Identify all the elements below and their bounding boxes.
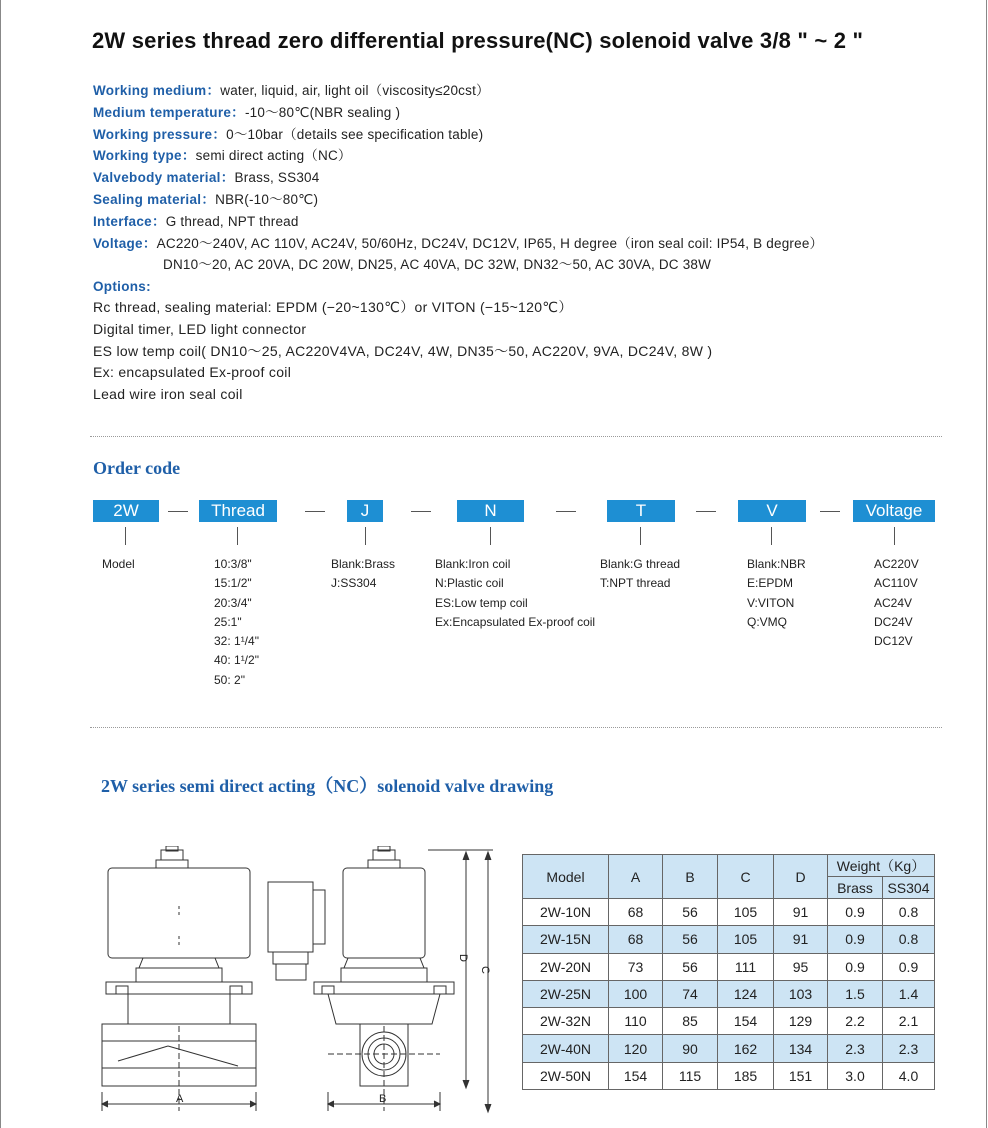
dimension-d-label: D xyxy=(457,954,469,962)
code-option: Blank:Iron coil xyxy=(435,557,511,571)
cell-ss304: 0.9 xyxy=(883,953,935,980)
cell-model: 2W-40N xyxy=(523,1035,609,1062)
table-row xyxy=(523,1035,935,1062)
code-connector xyxy=(640,527,641,545)
table-row xyxy=(523,1008,935,1035)
cell-d: 103 xyxy=(774,980,828,1007)
cell-b: 56 xyxy=(663,953,718,980)
cell-a: 110 xyxy=(609,1008,663,1035)
code-option: N:Plastic coil xyxy=(435,576,504,591)
code-connector xyxy=(894,527,895,545)
header-c: C xyxy=(718,855,774,899)
cell-a: 100 xyxy=(609,980,663,1007)
cell-model: 2W-10N xyxy=(523,899,609,926)
spec-value: Brass, SS304 xyxy=(234,170,320,186)
cell-d: 91 xyxy=(774,899,828,926)
code-option: V:VITON xyxy=(747,595,795,610)
cell-c: 124 xyxy=(718,980,774,1007)
divider xyxy=(90,436,942,437)
spec-working-pressure xyxy=(93,124,823,146)
dimension-b-label: B xyxy=(379,1093,387,1105)
spec-list xyxy=(93,80,823,276)
spec-voltage-continued: DN10～20, AC 20VA, DC 20W, DN25, AC 40VA, DC 32W, DN32～50, AC 30VA, DC 38W xyxy=(163,257,712,273)
code-option: Blank:NBR xyxy=(747,557,806,571)
cell-ss304: 0.8 xyxy=(883,926,935,953)
cell-brass: 3.0 xyxy=(828,1062,883,1089)
code-option: AC110V xyxy=(874,576,918,591)
cell-b: 85 xyxy=(663,1008,718,1035)
cell-ss304: 2.3 xyxy=(883,1035,935,1062)
options-heading-wrap xyxy=(93,276,151,298)
drawing-title: 2W series semi direct acting（NC）solenoid valve drawing xyxy=(101,776,554,796)
dimension-c-label: C xyxy=(479,966,491,974)
code-connector xyxy=(237,527,238,545)
header-weight: Weight（Kg） xyxy=(828,855,935,877)
table-row xyxy=(523,899,935,926)
code-box-coil: N xyxy=(457,500,524,522)
spec-value: -10～80℃(NBR sealing ) xyxy=(244,104,401,120)
options-label: Options: xyxy=(93,279,151,294)
option-item: Rc thread, sealing material: EPDM (−20~130℃）or VITON (−15~120℃） xyxy=(93,299,573,315)
spec-label: Medium temperature： xyxy=(93,104,245,120)
cell-ss304: 0.8 xyxy=(883,899,935,926)
code-option: Blank:Brass xyxy=(331,557,396,571)
code-box-thread: Thread xyxy=(199,500,277,522)
code-option: 25:1" xyxy=(214,614,242,629)
spec-label: Sealing material： xyxy=(93,191,216,207)
spec-label: Working type： xyxy=(93,148,196,164)
code-options-thread xyxy=(214,555,259,690)
code-dash xyxy=(696,511,716,512)
code-connector xyxy=(365,527,366,545)
spec-valvebody-material xyxy=(93,167,823,189)
header-brass: Brass xyxy=(828,877,883,899)
spec-interface xyxy=(93,211,823,233)
header-b: B xyxy=(663,855,718,899)
code-connector xyxy=(490,527,491,545)
table-row xyxy=(523,980,935,1007)
cell-model: 2W-32N xyxy=(523,1008,609,1035)
cell-b: 56 xyxy=(663,926,718,953)
code-options-model xyxy=(102,555,135,574)
cell-d: 91 xyxy=(774,926,828,953)
code-box-thread-type: T xyxy=(607,500,675,522)
cell-ss304: 4.0 xyxy=(883,1062,935,1089)
code-option: Q:VMQ xyxy=(747,614,788,629)
spec-value: water, liquid, air, light oil（viscosity≤20cst） xyxy=(220,83,490,98)
code-dash xyxy=(820,511,840,512)
cell-d: 95 xyxy=(774,953,828,980)
cell-a: 154 xyxy=(609,1062,663,1089)
cell-c: 162 xyxy=(718,1035,774,1062)
code-dash xyxy=(556,511,576,512)
code-connector xyxy=(771,527,772,545)
code-option: 40: 1¹/2" xyxy=(214,653,259,668)
cell-c: 105 xyxy=(718,926,774,953)
valve-side-view xyxy=(268,846,493,1112)
cell-brass: 0.9 xyxy=(828,899,883,926)
code-options-coil xyxy=(435,555,595,632)
code-option: AC24V xyxy=(874,595,913,610)
valve-drawing xyxy=(98,846,508,1116)
code-options-seal xyxy=(747,555,806,632)
cell-c: 105 xyxy=(718,899,774,926)
code-option: T:NPT thread xyxy=(600,576,671,591)
divider xyxy=(90,727,942,728)
valve-front-view xyxy=(102,846,256,1111)
cell-b: 74 xyxy=(663,980,718,1007)
dimension-table xyxy=(522,854,935,1090)
cell-brass: 1.5 xyxy=(828,980,883,1007)
spec-value: AC220～240V, AC 110V, AC24V, 50/60Hz, DC24V, DC12V, IP65, H degree（iron seal coil: IP54, B degree） xyxy=(156,235,824,251)
spec-value: 0～10bar（details see specification table) xyxy=(226,126,484,142)
code-dash xyxy=(305,511,325,512)
code-option: 15:1/2" xyxy=(214,576,252,591)
cell-model: 2W-50N xyxy=(523,1062,609,1089)
code-box-voltage: Voltage xyxy=(853,500,935,522)
cell-a: 120 xyxy=(609,1035,663,1062)
spec-working-type xyxy=(93,145,823,167)
spec-label: Interface： xyxy=(93,213,166,229)
header-ss304: SS304 xyxy=(883,877,935,899)
option-item: Ex: encapsulated Ex-proof coil xyxy=(93,364,292,381)
option-item: Lead wire iron seal coil xyxy=(93,386,243,403)
cell-c: 111 xyxy=(718,953,774,980)
cell-b: 56 xyxy=(663,899,718,926)
code-option: 32: 1¹/4" xyxy=(214,634,259,649)
code-option: DC12V xyxy=(874,634,913,649)
cell-d: 134 xyxy=(774,1035,828,1062)
cell-d: 151 xyxy=(774,1062,828,1089)
page-border-right xyxy=(986,0,987,1128)
table-row xyxy=(523,926,935,953)
spec-label: Working pressure： xyxy=(93,126,227,142)
code-option: 10:3/8" xyxy=(214,557,252,571)
code-option: Model xyxy=(102,557,135,571)
code-option: DC24V xyxy=(874,614,913,629)
table-row xyxy=(523,1062,935,1089)
options-list xyxy=(93,297,712,406)
code-option: Blank:G thread xyxy=(600,557,681,571)
code-dash xyxy=(168,511,188,512)
code-option: Ex:Encapsulated Ex-proof coil xyxy=(435,614,596,629)
code-options-voltage xyxy=(874,555,919,651)
cell-model: 2W-15N xyxy=(523,926,609,953)
spec-value: NBR(-10～80℃) xyxy=(215,191,319,207)
header-d: D xyxy=(774,855,828,899)
code-option: ES:Low temp coil xyxy=(435,595,528,610)
code-connector xyxy=(125,527,126,545)
spec-value: semi direct acting（NC） xyxy=(195,148,352,164)
spec-working-medium xyxy=(93,80,823,102)
cell-model: 2W-25N xyxy=(523,980,609,1007)
code-box-seal: V xyxy=(738,500,806,522)
spec-label: Valvebody material： xyxy=(93,170,235,186)
spec-sealing-material xyxy=(93,189,823,211)
spec-label: Working medium： xyxy=(93,83,221,98)
option-item: ES low temp coil( DN10～25, AC220V4VA, DC24V, 4W, DN35～50, AC220V, 9VA, DC24V, 8W ) xyxy=(93,342,713,359)
spec-value: G thread, NPT thread xyxy=(165,213,299,229)
option-item: Digital timer, LED light connector xyxy=(93,320,307,337)
dimension-a-label: A xyxy=(176,1093,184,1105)
cell-b: 115 xyxy=(663,1062,718,1089)
page-title: 2W series thread zero differential pressure(NC) solenoid valve 3/8 " ~ 2 " xyxy=(92,28,864,53)
cell-a: 73 xyxy=(609,953,663,980)
cell-c: 185 xyxy=(718,1062,774,1089)
table-row xyxy=(523,953,935,980)
header-model: Model xyxy=(523,855,609,899)
cell-brass: 0.9 xyxy=(828,926,883,953)
code-options-body xyxy=(331,555,395,594)
code-option: E:EPDM xyxy=(747,576,794,591)
cell-brass: 2.2 xyxy=(828,1008,883,1035)
cell-a: 68 xyxy=(609,899,663,926)
code-dash xyxy=(411,511,431,512)
cell-d: 129 xyxy=(774,1008,828,1035)
cell-b: 90 xyxy=(663,1035,718,1062)
cell-brass: 0.9 xyxy=(828,953,883,980)
code-options-thread-type xyxy=(600,555,680,594)
cell-ss304: 1.4 xyxy=(883,980,935,1007)
order-code-title: Order code xyxy=(93,458,181,478)
code-box-model: 2W xyxy=(93,500,159,522)
spec-medium-temperature xyxy=(93,102,823,124)
spec-voltage xyxy=(93,233,823,255)
code-option: J:SS304 xyxy=(331,576,377,591)
cell-model: 2W-20N xyxy=(523,953,609,980)
code-option: 50: 2" xyxy=(214,672,245,687)
cell-c: 154 xyxy=(718,1008,774,1035)
code-option: 20:3/4" xyxy=(214,595,252,610)
header-a: A xyxy=(609,855,663,899)
code-option: AC220V xyxy=(874,557,919,571)
code-box-body: J xyxy=(347,500,383,522)
cell-brass: 2.3 xyxy=(828,1035,883,1062)
spec-label: Voltage： xyxy=(93,235,157,251)
page-border-left xyxy=(0,0,1,1128)
cell-ss304: 2.1 xyxy=(883,1008,935,1035)
cell-a: 68 xyxy=(609,926,663,953)
